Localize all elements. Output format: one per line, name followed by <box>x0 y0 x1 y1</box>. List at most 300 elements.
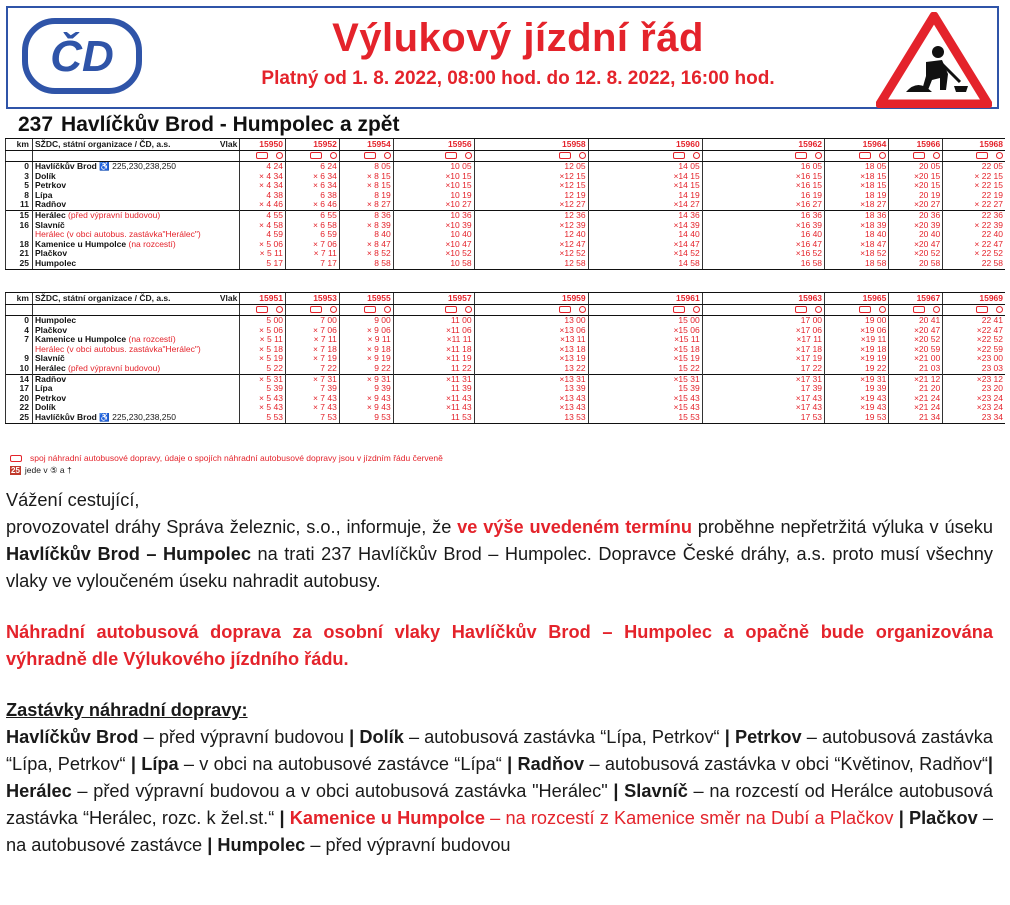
table-row <box>6 413 1006 423</box>
time-cell: 14 58 <box>588 259 702 269</box>
circle-icon <box>465 152 472 159</box>
bus-icon <box>445 306 457 313</box>
time-cell: ×15 19 <box>588 354 702 364</box>
station-cell <box>32 374 239 384</box>
time-cell: 16 05 <box>702 162 824 172</box>
time-cell: 17 53 <box>702 413 824 423</box>
train-number: 15965 <box>825 293 889 305</box>
time-cell: 14 40 <box>588 230 702 240</box>
circle-icon <box>815 152 822 159</box>
bus-icon <box>559 152 571 159</box>
time-cell: ×17 43 <box>702 394 824 404</box>
train-number: 15969 <box>943 293 1005 305</box>
station-note: ♿ 225,230,238,250 <box>96 412 176 422</box>
timetable-direction-1 <box>5 138 1005 270</box>
km-cell <box>6 345 33 355</box>
station-note: ♿ 225,230,238,250 <box>96 161 176 171</box>
circle-icon <box>330 306 337 313</box>
train-icons <box>889 305 943 316</box>
time-cell: 20 19 <box>889 191 943 201</box>
table-row <box>6 191 1006 201</box>
train-number: 15968 <box>943 139 1005 151</box>
time-cell: ×19 18 <box>825 345 889 355</box>
train-number: 15956 <box>393 139 474 151</box>
station-name: Humpolec <box>34 258 77 268</box>
station-cell <box>32 221 239 231</box>
station-cell <box>32 249 239 259</box>
time-cell: × 9 31 <box>339 374 393 384</box>
time-cell: ×10 15 <box>393 181 474 191</box>
separator: | <box>507 754 513 774</box>
time-cell: 16 40 <box>702 230 824 240</box>
time-cell: 14 05 <box>588 162 702 172</box>
paragraph-2: Náhradní autobusová doprava za osobní vlaky Havlíčkův Brod – Humpolec a opačně bude organizována výhradně dle Výlukového jízdního řádu. <box>6 622 993 669</box>
circle-icon <box>276 152 283 159</box>
time-cell: ×11 06 <box>393 326 474 336</box>
time-cell: ×23 12 <box>943 374 1005 384</box>
train-icons <box>588 151 702 162</box>
time-cell: 21 34 <box>889 413 943 423</box>
bus-icon <box>310 152 322 159</box>
time-cell: 12 05 <box>474 162 588 172</box>
station-name: Herálec <box>34 210 66 220</box>
time-cell: × 7 06 <box>285 326 339 336</box>
table-row <box>6 172 1006 182</box>
roadwork-warning-icon <box>876 12 992 108</box>
km-cell: 9 <box>6 354 33 364</box>
time-cell: 19 53 <box>825 413 889 423</box>
train-number: 15961 <box>588 293 702 305</box>
time-cell: × 22 15 <box>943 181 1005 191</box>
vlak-label: Vlak <box>219 139 238 149</box>
legend <box>10 452 443 476</box>
time-cell: 12 40 <box>474 230 588 240</box>
station-cell <box>32 326 239 336</box>
time-cell: ×15 11 <box>588 335 702 345</box>
time-cell: 15 22 <box>588 364 702 374</box>
time-cell: × 9 18 <box>339 345 393 355</box>
table-row <box>6 210 1006 220</box>
km-cell: 21 <box>6 249 33 259</box>
time-cell: ×19 19 <box>825 354 889 364</box>
station-cell <box>32 394 239 404</box>
time-cell: ×14 27 <box>588 200 702 210</box>
time-cell: 12 19 <box>474 191 588 201</box>
station-cell <box>32 335 239 345</box>
time-cell: ×17 11 <box>702 335 824 345</box>
time-cell: × 5 11 <box>240 249 286 259</box>
table-row <box>6 162 1006 172</box>
time-cell: 5 22 <box>240 364 286 374</box>
stop-name: Lípa <box>141 754 179 774</box>
station-cell <box>32 230 239 240</box>
line-title <box>18 113 407 137</box>
time-cell: ×11 31 <box>393 374 474 384</box>
time-cell: ×22 52 <box>943 335 1005 345</box>
station-name: Herálec (v obci autobus. zastávka"Herálec") <box>34 230 201 240</box>
paragraph-1 <box>6 514 993 595</box>
time-cell: × 7 11 <box>285 335 339 345</box>
time-cell: × 7 43 <box>285 403 339 413</box>
bus-icon <box>795 152 807 159</box>
train-icons <box>393 305 474 316</box>
bus-icon <box>256 306 268 313</box>
bus-icon <box>859 152 871 159</box>
circle-icon <box>879 306 886 313</box>
time-cell: 17 39 <box>702 384 824 394</box>
time-cell: ×14 15 <box>588 172 702 182</box>
station-cell <box>32 191 239 201</box>
bus-icon <box>445 152 457 159</box>
station-name: Plačkov <box>34 325 68 335</box>
bus-icon <box>364 152 376 159</box>
train-icons <box>339 151 393 162</box>
time-cell: ×17 18 <box>702 345 824 355</box>
bus-icon <box>559 306 571 313</box>
time-cell: 18 58 <box>825 259 889 269</box>
circle-icon <box>996 152 1003 159</box>
time-cell: 10 05 <box>393 162 474 172</box>
train-number: 15964 <box>825 139 889 151</box>
time-cell: ×16 39 <box>702 221 824 231</box>
time-cell: 20 40 <box>889 230 943 240</box>
table-row <box>6 345 1006 355</box>
time-cell: 23 20 <box>943 384 1005 394</box>
time-cell: × 4 58 <box>240 221 286 231</box>
station-name: Dolík <box>34 403 56 413</box>
time-cell: × 4 34 <box>240 181 286 191</box>
time-cell: ×15 43 <box>588 394 702 404</box>
table-row <box>6 200 1006 210</box>
time-cell: 10 58 <box>393 259 474 269</box>
stop-name: Petrkov <box>734 727 802 747</box>
operator-header <box>32 139 239 151</box>
time-cell: ×14 52 <box>588 249 702 259</box>
table-row <box>6 364 1006 374</box>
station-cell <box>32 172 239 182</box>
station-cell <box>32 210 239 220</box>
time-cell: ×18 27 <box>825 200 889 210</box>
operator-label: SŽDC, státní organizace / ČD, a.s. <box>34 139 171 149</box>
time-cell: × 4 46 <box>240 200 286 210</box>
km-cell: 16 <box>6 221 33 231</box>
station-name: Humpolec <box>34 315 77 325</box>
time-cell: ×21 24 <box>889 403 943 413</box>
time-cell: ×11 19 <box>393 354 474 364</box>
time-cell: 20 36 <box>889 210 943 220</box>
time-cell: × 22 47 <box>943 240 1005 250</box>
p1-term: ve výše uvedeném termínu <box>457 517 692 537</box>
time-cell: 12 58 <box>474 259 588 269</box>
time-cell: × 8 52 <box>339 249 393 259</box>
time-cell: ×18 15 <box>825 181 889 191</box>
logo-text: ČD <box>50 32 114 81</box>
line-number: 237 <box>18 113 54 136</box>
time-cell: × 7 18 <box>285 345 339 355</box>
time-cell: 10 40 <box>393 230 474 240</box>
time-cell: ×17 19 <box>702 354 824 364</box>
badge-25: 25 <box>11 466 20 475</box>
time-cell: ×12 15 <box>474 181 588 191</box>
time-cell: × 9 19 <box>339 354 393 364</box>
train-number: 15957 <box>393 293 474 305</box>
time-cell: ×22 59 <box>943 345 1005 355</box>
table-row <box>6 240 1006 250</box>
circle-icon <box>384 152 391 159</box>
table-row <box>6 316 1006 326</box>
station-cell <box>32 259 239 269</box>
bus-icon <box>913 152 925 159</box>
station-cell <box>32 413 239 423</box>
time-cell: ×20 47 <box>889 240 943 250</box>
station-name: Radňov <box>34 374 67 384</box>
time-cell: 9 53 <box>339 413 393 423</box>
time-cell: × 8 39 <box>339 221 393 231</box>
time-cell: 9 39 <box>339 384 393 394</box>
table-row <box>6 384 1006 394</box>
time-cell: × 5 06 <box>240 326 286 336</box>
time-cell: ×14 15 <box>588 181 702 191</box>
km-header: km <box>6 139 33 151</box>
circle-icon <box>465 306 472 313</box>
time-cell: × 9 06 <box>339 326 393 336</box>
bus-icon <box>256 152 268 159</box>
table-row <box>6 374 1006 384</box>
time-cell: 15 00 <box>588 316 702 326</box>
time-cell: × 5 19 <box>240 354 286 364</box>
stop-name: Herálec <box>6 781 72 801</box>
time-cell: × 4 34 <box>240 172 286 182</box>
time-cell: ×11 11 <box>393 335 474 345</box>
station-cell <box>32 403 239 413</box>
table-row <box>6 259 1006 269</box>
time-cell: × 7 19 <box>285 354 339 364</box>
time-cell: ×20 27 <box>889 200 943 210</box>
table-row <box>6 230 1006 240</box>
table-row <box>6 249 1006 259</box>
time-cell: ×13 19 <box>474 354 588 364</box>
train-number: 15966 <box>889 139 943 151</box>
time-cell: ×13 31 <box>474 374 588 384</box>
time-cell: × 7 11 <box>285 249 339 259</box>
time-cell: × 22 27 <box>943 200 1005 210</box>
p1-part-c: proběhne nepřetržitá výluka v úseku <box>691 517 993 537</box>
time-cell: ×14 39 <box>588 221 702 231</box>
time-cell: ×18 15 <box>825 172 889 182</box>
km-cell: 3 <box>6 172 33 182</box>
spacer <box>6 673 993 697</box>
station-name: Lípa <box>34 384 53 394</box>
time-cell: 19 00 <box>825 316 889 326</box>
station-cell <box>32 316 239 326</box>
time-cell: ×14 47 <box>588 240 702 250</box>
km-cell: 8 <box>6 191 33 201</box>
station-name: Slavníč <box>34 354 65 364</box>
km-cell <box>6 230 33 240</box>
km-cell: 5 <box>6 181 33 191</box>
time-cell: ×16 47 <box>702 240 824 250</box>
time-cell: 19 39 <box>825 384 889 394</box>
time-cell: ×11 43 <box>393 403 474 413</box>
bus-icon <box>913 306 925 313</box>
time-cell: × 9 11 <box>339 335 393 345</box>
time-cell: ×19 06 <box>825 326 889 336</box>
station-name: Kamenice u Humpolce <box>34 239 127 249</box>
time-cell: ×13 43 <box>474 403 588 413</box>
notice-text <box>6 487 993 859</box>
time-cell: ×17 43 <box>702 403 824 413</box>
stop-desc: – před výpravní budovou a v obci autobusová zastávka "Herálec" <box>71 781 614 801</box>
bus-icon <box>673 306 685 313</box>
bus-icon <box>859 306 871 313</box>
separator: | <box>130 754 136 774</box>
time-cell: ×10 15 <box>393 172 474 182</box>
time-cell: 8 58 <box>339 259 393 269</box>
train-icons <box>240 305 286 316</box>
time-cell: ×12 47 <box>474 240 588 250</box>
table-row <box>6 354 1006 364</box>
station-note: (na rozcestí) <box>126 239 176 249</box>
vlak-label: Vlak <box>219 293 238 303</box>
time-cell: 13 00 <box>474 316 588 326</box>
legend-bus <box>10 452 443 464</box>
station-name: Herálec <box>34 363 66 373</box>
circle-icon <box>933 152 940 159</box>
station-name: Lípa <box>34 190 53 200</box>
station-cell <box>32 162 239 172</box>
time-cell: ×10 39 <box>393 221 474 231</box>
station-name: Slavníč <box>34 220 65 230</box>
km-cell: 14 <box>6 374 33 384</box>
station-name: Petrkov <box>34 181 67 191</box>
stop-name: Havlíčkův Brod <box>6 727 139 747</box>
time-cell: 23 03 <box>943 364 1005 374</box>
train-icons <box>825 151 889 162</box>
train-icons <box>285 151 339 162</box>
time-cell: × 6 34 <box>285 172 339 182</box>
icons-row <box>6 305 1006 316</box>
stop-desc: – před výpravní budovou <box>138 727 350 747</box>
time-cell: ×17 06 <box>702 326 824 336</box>
time-cell: 18 19 <box>825 191 889 201</box>
stop-desc: – na rozcestí od Herálce autobusová zastávka “Herálec, rozc. k žel.st.“ <box>6 781 993 828</box>
station-name: Radňov <box>34 200 67 210</box>
time-cell: 19 22 <box>825 364 889 374</box>
separator: | <box>279 808 285 828</box>
time-cell: 18 05 <box>825 162 889 172</box>
train-number: 15960 <box>588 139 702 151</box>
time-cell: ×23 24 <box>943 403 1005 413</box>
time-cell: 22 19 <box>943 191 1005 201</box>
circle-icon <box>879 152 886 159</box>
stop-name: Plačkov <box>908 808 978 828</box>
time-cell: ×18 52 <box>825 249 889 259</box>
separator: | <box>207 835 213 855</box>
station-note: (před výpravní budovou) <box>65 363 161 373</box>
station-cell <box>32 240 239 250</box>
bus-icon <box>310 306 322 313</box>
station-name: Havlíčkův Brod <box>34 161 97 171</box>
bus-icon <box>976 306 988 313</box>
km-cell: 7 <box>6 335 33 345</box>
time-cell: × 5 43 <box>240 403 286 413</box>
station-cell <box>32 181 239 191</box>
km-cell: 20 <box>6 394 33 404</box>
time-cell: ×19 31 <box>825 374 889 384</box>
time-cell: 13 39 <box>474 384 588 394</box>
time-cell: 22 05 <box>943 162 1005 172</box>
train-number: 15950 <box>240 139 286 151</box>
station-name: Petrkov <box>34 393 67 403</box>
time-cell: ×15 43 <box>588 403 702 413</box>
time-cell: ×19 43 <box>825 403 889 413</box>
time-cell: ×23 00 <box>943 354 1005 364</box>
time-cell: 6 24 <box>285 162 339 172</box>
station-cell <box>32 354 239 364</box>
km-cell: 15 <box>6 210 33 220</box>
km-cell: 18 <box>6 240 33 250</box>
time-cell: ×21 00 <box>889 354 943 364</box>
circle-icon <box>276 306 283 313</box>
time-cell: × 5 31 <box>240 374 286 384</box>
time-cell: × 8 15 <box>339 181 393 191</box>
time-cell: 22 40 <box>943 230 1005 240</box>
legend-badge-text: jede v ⑤ a † <box>24 465 72 475</box>
time-cell: ×16 15 <box>702 172 824 182</box>
time-cell: × 9 43 <box>339 394 393 404</box>
train-icons <box>240 151 286 162</box>
time-cell: × 6 58 <box>285 221 339 231</box>
km-header: km <box>6 293 33 305</box>
time-cell: 4 59 <box>240 230 286 240</box>
circle-icon <box>815 306 822 313</box>
train-icons <box>943 305 1005 316</box>
train-number: 15963 <box>702 293 824 305</box>
cd-logo-icon <box>22 18 142 94</box>
time-cell: ×12 27 <box>474 200 588 210</box>
stop-desc: – na autobusové zastávce <box>6 808 993 855</box>
stop-name: Humpolec <box>217 835 306 855</box>
train-icons <box>339 305 393 316</box>
circle-icon <box>579 306 586 313</box>
time-cell: 11 00 <box>393 316 474 326</box>
separator: | <box>724 727 730 747</box>
time-cell: 15 39 <box>588 384 702 394</box>
time-cell: 4 55 <box>240 210 286 220</box>
time-cell: × 8 15 <box>339 172 393 182</box>
time-cell: 4 38 <box>240 191 286 201</box>
time-cell: ×12 15 <box>474 172 588 182</box>
time-cell: 8 05 <box>339 162 393 172</box>
time-cell: 5 53 <box>240 413 286 423</box>
time-cell: 9 00 <box>339 316 393 326</box>
table-row <box>6 326 1006 336</box>
time-cell: ×20 52 <box>889 335 943 345</box>
icons-row <box>6 151 1006 162</box>
time-cell: 14 19 <box>588 191 702 201</box>
time-cell: 12 36 <box>474 210 588 220</box>
time-cell: 11 53 <box>393 413 474 423</box>
stops-list <box>6 724 993 859</box>
train-number: 15952 <box>285 139 339 151</box>
time-cell: ×18 39 <box>825 221 889 231</box>
time-cell: ×16 27 <box>702 200 824 210</box>
table-header-row <box>6 139 1006 151</box>
spacer <box>6 595 993 619</box>
time-cell: ×13 11 <box>474 335 588 345</box>
time-cell: 21 20 <box>889 384 943 394</box>
time-cell: 21 03 <box>889 364 943 374</box>
